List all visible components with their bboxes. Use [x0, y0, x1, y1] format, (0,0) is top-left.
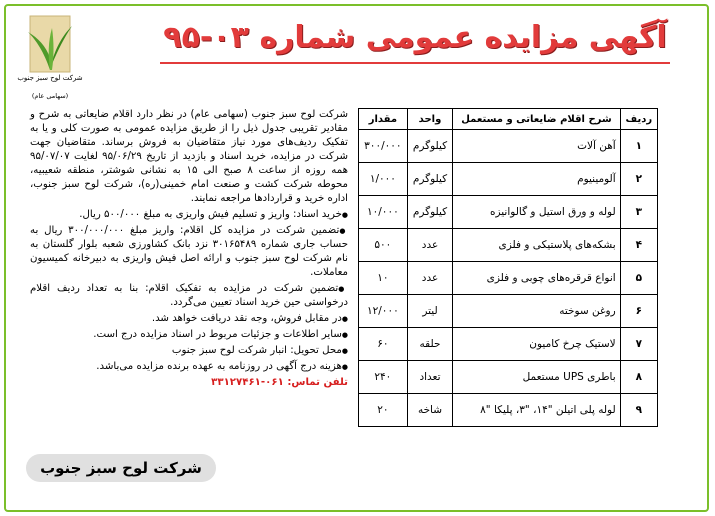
leaf-logo-icon	[14, 12, 86, 102]
row-item-name: آهن آلات	[453, 130, 620, 163]
col-header-unit: واحد	[407, 109, 453, 130]
row-index: ۲	[620, 163, 657, 196]
row-unit: عدد	[407, 262, 453, 295]
col-header-quantity: مقدار	[359, 109, 408, 130]
row-quantity: ۶۰	[359, 328, 408, 361]
row-index: ۷	[620, 328, 657, 361]
contact-phone: تلفن تماس: ۰۶۱-۳۳۱۲۷۴۶۱	[211, 377, 348, 388]
row-unit: لیتر	[407, 295, 453, 328]
bullet-item: ● تضمین شرکت در مزایده کل اقلام: واریز مبلغ ۳۰۰/۰۰۰/۰۰۰ ریال به حساب جاری شماره ۳۰۱۶۵۴۸۹ نزد بانک کشاورزی شعبه بلوار گلستان به نام شرکت لوح سبز جنوب و ارائه اصل فیش واریزی به دبیرخانه کمیسیون معاملات.	[30, 224, 348, 280]
row-item-name: روغن سوخته	[453, 295, 620, 328]
row-item-name: باطری UPS مستعمل	[453, 361, 620, 394]
row-item-name: لوله پلی اتیلن "۱۴، "۳، پلیکا "۸	[453, 394, 620, 427]
bullet-item: ● محل تحویل: انبار شرکت لوح سبز جنوب	[30, 344, 348, 358]
table-row	[359, 229, 658, 262]
row-unit: کیلوگرم	[407, 163, 453, 196]
logo-company-name: شرکت لوح سبز جنوب	[17, 74, 83, 82]
row-index: ۳	[620, 196, 657, 229]
bullet-item: ● در مقابل فروش، وجه نقد دریافت خواهد شد.	[30, 312, 348, 326]
table-header-row	[359, 109, 658, 130]
row-quantity: ۲۴۰	[359, 361, 408, 394]
row-quantity: ۳۰۰/۰۰۰	[359, 130, 408, 163]
ad-headline: آگهی مزایده عمومی شماره ۰۳-۹۵	[163, 20, 667, 55]
row-index: ۴	[620, 229, 657, 262]
bullet-item: ● هزینه درج آگهی در روزنامه به عهده برنده مزایده می‌باشد.	[30, 360, 348, 374]
table-row	[359, 130, 658, 163]
row-index: ۶	[620, 295, 657, 328]
bullet-item: ● سایر اطلاعات و جزئیات مربوط در اسناد مزایده درج است.	[30, 328, 348, 342]
table-row	[359, 196, 658, 229]
logo-company-type: (سهامی عام)	[31, 92, 69, 100]
table-row	[359, 394, 658, 427]
table-row	[359, 361, 658, 394]
row-quantity: ۵۰۰	[359, 229, 408, 262]
row-quantity: ۱۲/۰۰۰	[359, 295, 408, 328]
row-item-name: انواع قرقره‌های چوبی و فلزی	[453, 262, 620, 295]
row-item-name: لاستیک چرخ کامیون	[453, 328, 620, 361]
row-index: ۸	[620, 361, 657, 394]
row-item-name: بشکه‌های پلاستیکی و فلزی	[453, 229, 620, 262]
intro-paragraph: شرکت لوح سبز جنوب (سهامی عام) در نظر دارد اقلام ضایعاتی به شرح و مقادیر تقریبی جدول ذیل را از طریق مزایده عمومی به صورت کلی و یا به تفکیک ردیف‌های مورد نیاز متقاضیان به فروش برساند. متقاضیان جهت شرکت در مزایده، خرید اسناد و بازدید از تاریخ ۹۵/۰۶/۲۹ لغایت ۹۵/۰۷/۰۷ همه روزه از ساعت ۸ صبح الی ۱۵ به نشانی شوشتر، منطقه شعیبیه، محوطه شرکت کشت و صنعت امام خمینی(ره)، شرکت لوح سبز جنوب، اداره خرید و قراردادها مراجعه نمایند.	[30, 109, 348, 204]
table-row	[359, 295, 658, 328]
row-quantity: ۱/۰۰۰	[359, 163, 408, 196]
bullet-item: ● تضمین شرکت در مزایده به تفکیک اقلام: بنا به تعداد ردیف اقلام درخواستی حین خرید اسناد تعیین می‌گردد.	[30, 282, 348, 310]
table-row	[359, 262, 658, 295]
col-header-index: ردیف	[620, 109, 657, 130]
col-header-description: شرح اقلام ضایعاتی و مستعمل	[453, 109, 620, 130]
items-table	[358, 108, 658, 427]
row-index: ۹	[620, 394, 657, 427]
row-quantity: ۱۰/۰۰۰	[359, 196, 408, 229]
row-unit: عدد	[407, 229, 453, 262]
row-quantity: ۱۰	[359, 262, 408, 295]
footer-company-name: شرکت لوح سبز جنوب	[26, 454, 216, 482]
row-unit: تعداد	[407, 361, 453, 394]
headline-underline	[160, 62, 670, 64]
table-row	[359, 163, 658, 196]
table-row	[359, 328, 658, 361]
row-quantity: ۲۰	[359, 394, 408, 427]
row-unit: کیلوگرم	[407, 196, 453, 229]
row-item-name: آلومینیوم	[453, 163, 620, 196]
ad-body	[30, 108, 348, 408]
row-unit: حلقه	[407, 328, 453, 361]
bullet-item: ● خرید اسناد: واریز و تسلیم فیش واریزی به مبلغ ۵۰۰/۰۰۰ ریال.	[30, 208, 348, 222]
row-unit: شاخه	[407, 394, 453, 427]
row-unit: کیلوگرم	[407, 130, 453, 163]
row-index: ۱	[620, 130, 657, 163]
row-index: ۵	[620, 262, 657, 295]
row-item-name: لوله و ورق استیل و گالوانیزه	[453, 196, 620, 229]
